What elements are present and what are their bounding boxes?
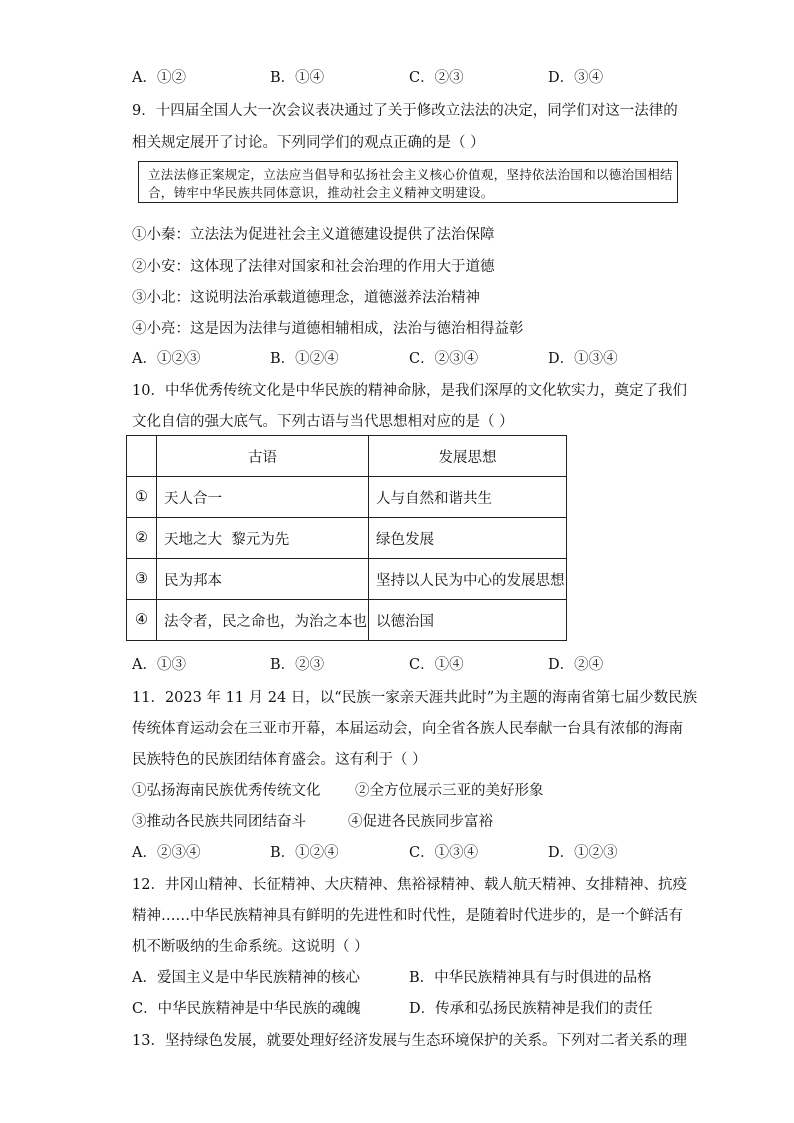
q9-statement-3: ③小北：这说明法治承载道德理念，道德滋养法治精神	[132, 290, 480, 306]
q9-quote-box: 立法法修正案规定，立法应当倡导和弘扬社会主义核心价值观，坚持依法治国和以德治国相结合，铸牢中华民族共同体意识，推动社会主义精神文明建设。	[138, 161, 678, 203]
row-thought: 以德治国	[369, 600, 567, 641]
q10-table	[126, 435, 567, 641]
option-a: A．①②	[132, 70, 186, 86]
row-ancient: 天人合一	[157, 477, 369, 518]
option-c: C．②③	[409, 70, 464, 86]
row-num: ③	[127, 559, 157, 600]
row-num: ①	[127, 477, 157, 518]
row-ancient: 法令者，民之命也，为治之本也	[157, 600, 369, 641]
row-thought: 人与自然和谐共生	[369, 477, 567, 518]
option-b: B．①②④	[270, 845, 339, 861]
q11-statement-3: ③推动各民族共同团结奋斗	[132, 814, 306, 830]
q12-stem-line3: 机不断吸纳的生命系统。这说明（ ）	[132, 939, 369, 955]
q12-stem-line2: 精神……中华民族精神具有鲜明的先进性和时代性，是随着时代进步的，是一个鲜活有	[132, 908, 683, 924]
q9-stem-line2: 相关规定展开了讨论。下列同学们的观点正确的是（ ）	[132, 135, 485, 151]
option-d: D．③④	[548, 70, 604, 86]
option-c: C．②③④	[409, 351, 479, 367]
option-a: A．②③④	[132, 845, 201, 861]
q9-statement-1: ①小秦：立法法为促进社会主义道德建设提供了法治保障	[132, 227, 495, 243]
row-ancient: 天地之大 黎元为先	[157, 518, 369, 559]
option-d: D．①②③	[548, 845, 618, 861]
q10-stem-line2: 文化自信的强大底气。下列古语与当代思想相对应的是（ ）	[132, 414, 514, 430]
table-row	[127, 600, 567, 641]
q12-option-c: C．中华民族精神是中华民族的魂魄	[132, 1001, 361, 1017]
q11-statement-2: ②全方位展示三亚的美好形象	[355, 783, 544, 799]
header-cell-ancient: 古语	[157, 436, 369, 477]
option-c: C．①③④	[409, 845, 479, 861]
table-row	[127, 559, 567, 600]
header-cell-num	[127, 436, 157, 477]
q11-statement-4: ④促进各民族同步富裕	[348, 814, 493, 830]
q11-statement-1: ①弘扬海南民族优秀传统文化	[132, 783, 321, 799]
row-ancient: 民为邦本	[157, 559, 369, 600]
option-b: B．①②④	[270, 351, 339, 367]
row-thought: 坚持以人民为中心的发展思想	[369, 559, 567, 600]
q13-stem-line1: 13．坚持绿色发展，就要处理好经济发展与生态环境保护的关系。下列对二者关系的理	[132, 1033, 687, 1049]
q10-options	[132, 653, 732, 675]
row-num: ②	[127, 518, 157, 559]
q9-stem-line1: 9．十四届全国人大一次会议表决通过了关于修改立法法的决定，同学们对这一法律的	[132, 103, 678, 119]
option-b: B．②③	[270, 657, 325, 673]
option-d: D．②④	[548, 657, 604, 673]
q11-stem-line3: 民族特色的民族团结体育盛会。这有利于（ ）	[132, 752, 427, 768]
header-cell-thought: 发展思想	[369, 436, 567, 477]
q12-option-b: B．中华民族精神具有与时俱进的品格	[409, 970, 652, 986]
row-num: ④	[127, 600, 157, 641]
q9-statement-4: ④小亮：这是因为法律与道德相辅相成，法治与德治相得益彰	[132, 321, 524, 337]
table-header-row	[127, 436, 567, 477]
q12-option-a: A．爱国主义是中华民族精神的核心	[132, 970, 360, 986]
table-row	[127, 477, 567, 518]
option-b: B．①④	[270, 70, 325, 86]
q10-stem-line1: 10．中华优秀传统文化是中华民族的精神命脉，是我们深厚的文化软实力，奠定了我们	[132, 383, 687, 399]
option-a: A．①③	[132, 657, 186, 673]
q12-stem-line1: 12．井冈山精神、长征精神、大庆精神、焦裕禄精神、载人航天精神、女排精神、抗疫	[132, 877, 687, 893]
q8-options	[132, 66, 732, 88]
q9-statement-2: ②小安：这体现了法律对国家和社会治理的作用大于道德	[132, 259, 495, 275]
option-d: D．①③④	[548, 351, 618, 367]
table-row	[127, 518, 567, 559]
q11-stem-line1: 11．2023 年 11 月 24 日，以“民族一家亲天涯共此时”为主题的海南省第七届少数民族	[132, 690, 698, 706]
q11-stem-line2: 传统体育运动会在三亚市开幕，本届运动会，向全省各族人民奉献一台具有浓郁的海南	[132, 721, 683, 737]
q12-option-d: D．传承和弘扬民族精神是我们的责任	[409, 1001, 653, 1017]
q9-options	[132, 347, 732, 369]
row-thought: 绿色发展	[369, 518, 567, 559]
option-c: C．①④	[409, 657, 464, 673]
option-a: A．①②③	[132, 351, 201, 367]
q11-options	[132, 841, 732, 863]
